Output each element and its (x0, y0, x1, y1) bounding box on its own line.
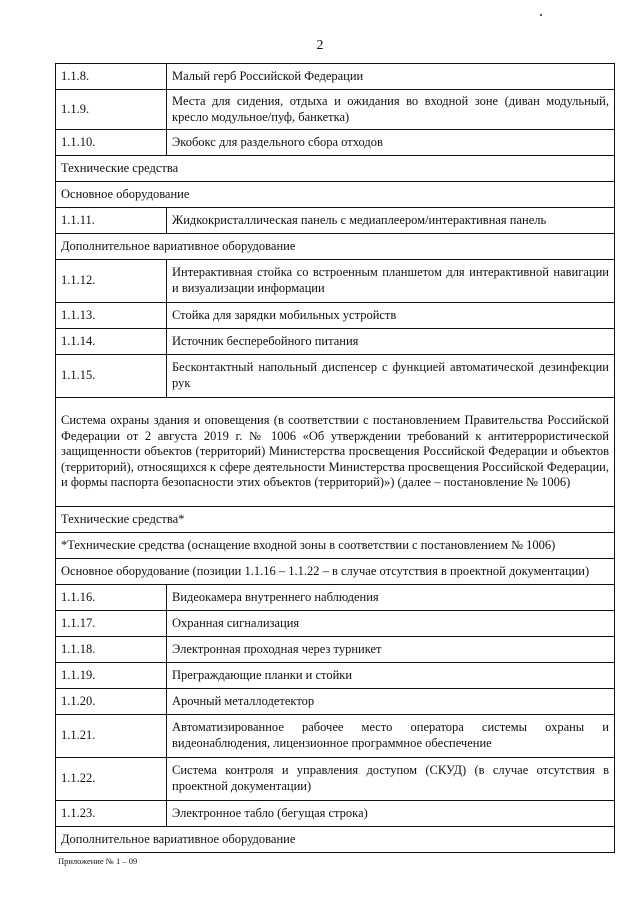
table-row (56, 585, 615, 611)
table-row (56, 801, 615, 827)
item-description: Жидкокристаллическая панель с медиаплеером/интерактивная панель (167, 208, 615, 234)
item-number: 1.1.17. (56, 611, 167, 637)
table-row (56, 715, 615, 758)
table-row (56, 637, 615, 663)
table-row (56, 329, 615, 355)
item-number: 1.1.23. (56, 801, 167, 827)
section-heading: Технические средства* (56, 507, 615, 533)
section-row (56, 827, 615, 853)
item-description: Охранная сигнализация (167, 611, 615, 637)
item-number: 1.1.14. (56, 329, 167, 355)
section-row (56, 507, 615, 533)
page-footer: Приложение № 1 – 09 (58, 856, 138, 866)
table-row (56, 355, 615, 398)
item-description: Система контроля и управления доступом (СКУД) (в случае отсутствия в проектной документации) (167, 758, 615, 801)
item-number: 1.1.19. (56, 663, 167, 689)
item-number: 1.1.10. (56, 130, 167, 156)
item-description: Экобокс для раздельного сбора отходов (167, 130, 615, 156)
table-row (56, 208, 615, 234)
section-heading: *Технические средства (оснащение входной зоны в соответствии с постановлением № 1006) (56, 533, 615, 559)
item-description: Электронная проходная через турникет (167, 637, 615, 663)
item-number: 1.1.9. (56, 90, 167, 130)
item-description: Арочный металлодетектор (167, 689, 615, 715)
section-row (56, 559, 615, 585)
section-row (56, 234, 615, 260)
item-number: 1.1.16. (56, 585, 167, 611)
item-description: Малый герб Российской Федерации (167, 64, 615, 90)
item-description: Преграждающие планки и стойки (167, 663, 615, 689)
scan-speck (540, 14, 542, 16)
item-number: 1.1.15. (56, 355, 167, 398)
section-heading: Основное оборудование (позиции 1.1.16 – 1.1.22 – в случае отсутствия в проектной документации) (56, 559, 615, 585)
table-row (56, 611, 615, 637)
table-row (56, 260, 615, 303)
item-number: 1.1.21. (56, 715, 167, 758)
table-row (56, 90, 615, 130)
table-row (56, 303, 615, 329)
item-number: 1.1.20. (56, 689, 167, 715)
item-description: Электронное табло (бегущая строка) (167, 801, 615, 827)
equipment-table (55, 63, 615, 853)
item-description: Интерактивная стойка со встроенным планшетом для интерактивной навигации и визуализации информации (167, 260, 615, 303)
item-number: 1.1.13. (56, 303, 167, 329)
page-number: 2 (316, 38, 324, 53)
item-number: 1.1.8. (56, 64, 167, 90)
table-row (56, 64, 615, 90)
section-heading: Система охраны здания и оповещения (в соответствии с постановлением Правительства Российской Федерации от 2 августа 2019 г. № 1006 «Об утверждении требований к антитеррористической защищенности объектов (территорий) Министерства просвещения Российской Федерации и объектов (территорий), относящихся к сфере деятельности Министерства просвещения Российской Федерации, и формы паспорта безопасности этих объектов (территорий)») (далее – постановление № 1006) (56, 398, 615, 507)
section-row (56, 533, 615, 559)
table-row (56, 689, 615, 715)
item-description: Места для сидения, отдыха и ожидания во входной зоне (диван модульный, кресло модульное/пуф, банкетка) (167, 90, 615, 130)
table-row (56, 758, 615, 801)
item-number: 1.1.11. (56, 208, 167, 234)
item-number: 1.1.22. (56, 758, 167, 801)
item-description: Видеокамера внутреннего наблюдения (167, 585, 615, 611)
item-number: 1.1.18. (56, 637, 167, 663)
item-description: Источник бесперебойного питания (167, 329, 615, 355)
section-heading: Технические средства (56, 156, 615, 182)
table-row (56, 130, 615, 156)
section-heading: Основное оборудование (56, 182, 615, 208)
section-heading: Дополнительное вариативное оборудование (56, 234, 615, 260)
section-row (56, 182, 615, 208)
item-description: Бесконтактный напольный диспенсер с функцией автоматической дезинфекции рук (167, 355, 615, 398)
item-description: Автоматизированное рабочее место оператора системы охраны и видеонаблюдения, лицензионное программное обеспечение (167, 715, 615, 758)
section-row (56, 156, 615, 182)
section-heading: Дополнительное вариативное оборудование (56, 827, 615, 853)
table-row (56, 663, 615, 689)
section-row (56, 398, 615, 507)
item-description: Стойка для зарядки мобильных устройств (167, 303, 615, 329)
item-number: 1.1.12. (56, 260, 167, 303)
